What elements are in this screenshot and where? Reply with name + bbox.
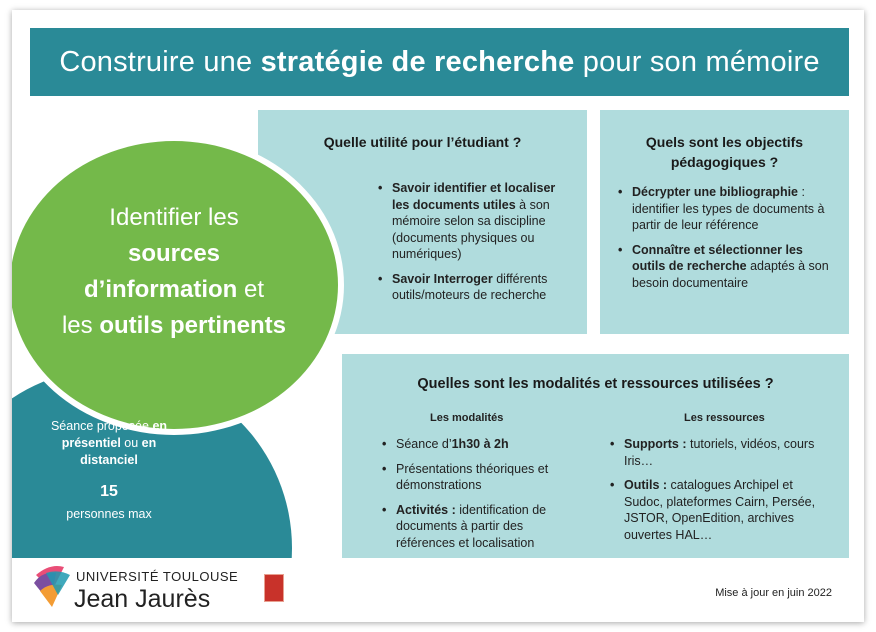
university-name-top: UNIVERSITÉ TOULOUSE: [76, 569, 239, 584]
list-item: • Savoir Interroger différents outils/moteurs de recherche: [378, 271, 574, 304]
list-item: • Décrypter une bibliographie : identifier les types de documents à partir de leur référence: [618, 184, 832, 234]
poster-card: [12, 10, 864, 622]
session-text: Séance proposée en présentiel ou en distanciel 15 personnes max: [34, 418, 184, 523]
list-item: • Supports : tutoriels, vidéos, cours Iris…: [610, 436, 832, 469]
list-item: • Activités : identification de documents à partir des références et localisation: [382, 502, 572, 552]
utility-list: [378, 180, 574, 304]
list-item: • Séance d’1h30 à 2h: [382, 436, 572, 453]
session-max-label: personnes max: [66, 507, 152, 521]
objectives-panel: [600, 110, 849, 334]
modalities-subtitle: Les modalités: [430, 412, 504, 424]
circle-text: Identifier les sources d’information et les outils pertinents: [61, 204, 287, 339]
utility-heading: Quelle utilité pour l’étudiant ?: [323, 134, 522, 150]
list-item: • Savoir identifier et localiser les documents utiles à son mémoire selon sa discipline (documents physiques ou numériques): [378, 180, 574, 263]
university-name-bottom: Jean Jaurès: [74, 585, 211, 613]
resources-list: [610, 436, 832, 543]
title-banner: [30, 28, 849, 96]
title-prefix: Construire une: [59, 45, 253, 78]
list-item: • Outils : catalogues Archipel et Sudoc, plateformes Cairn, Persée, JSTOR, OpenEdition, archives ouvertes HAL…: [610, 477, 832, 543]
update-date: Mise à jour en juin 2022: [715, 587, 832, 599]
list-item: • Connaître et sélectionner les outils de recherche adaptés à son besoin documentaire: [618, 242, 832, 292]
library-badge-icon: [264, 574, 284, 602]
modalities-heading: Quelles sont les modalités et ressources utilisées ?: [417, 376, 774, 392]
session-count: 15: [100, 483, 118, 500]
title-bold: stratégie de recherche: [260, 45, 575, 78]
objectives-list: [618, 184, 832, 291]
objectives-heading: Quels sont les objectifs pédagogiques ?: [645, 134, 804, 170]
university-logo-icon: [32, 561, 72, 611]
title-suffix: pour son mémoire: [582, 45, 820, 78]
modalities-list: [382, 436, 572, 551]
list-item: • Présentations théoriques et démonstrations: [382, 461, 572, 494]
modalities-panel: [342, 354, 849, 565]
resources-subtitle: Les ressources: [684, 412, 765, 424]
